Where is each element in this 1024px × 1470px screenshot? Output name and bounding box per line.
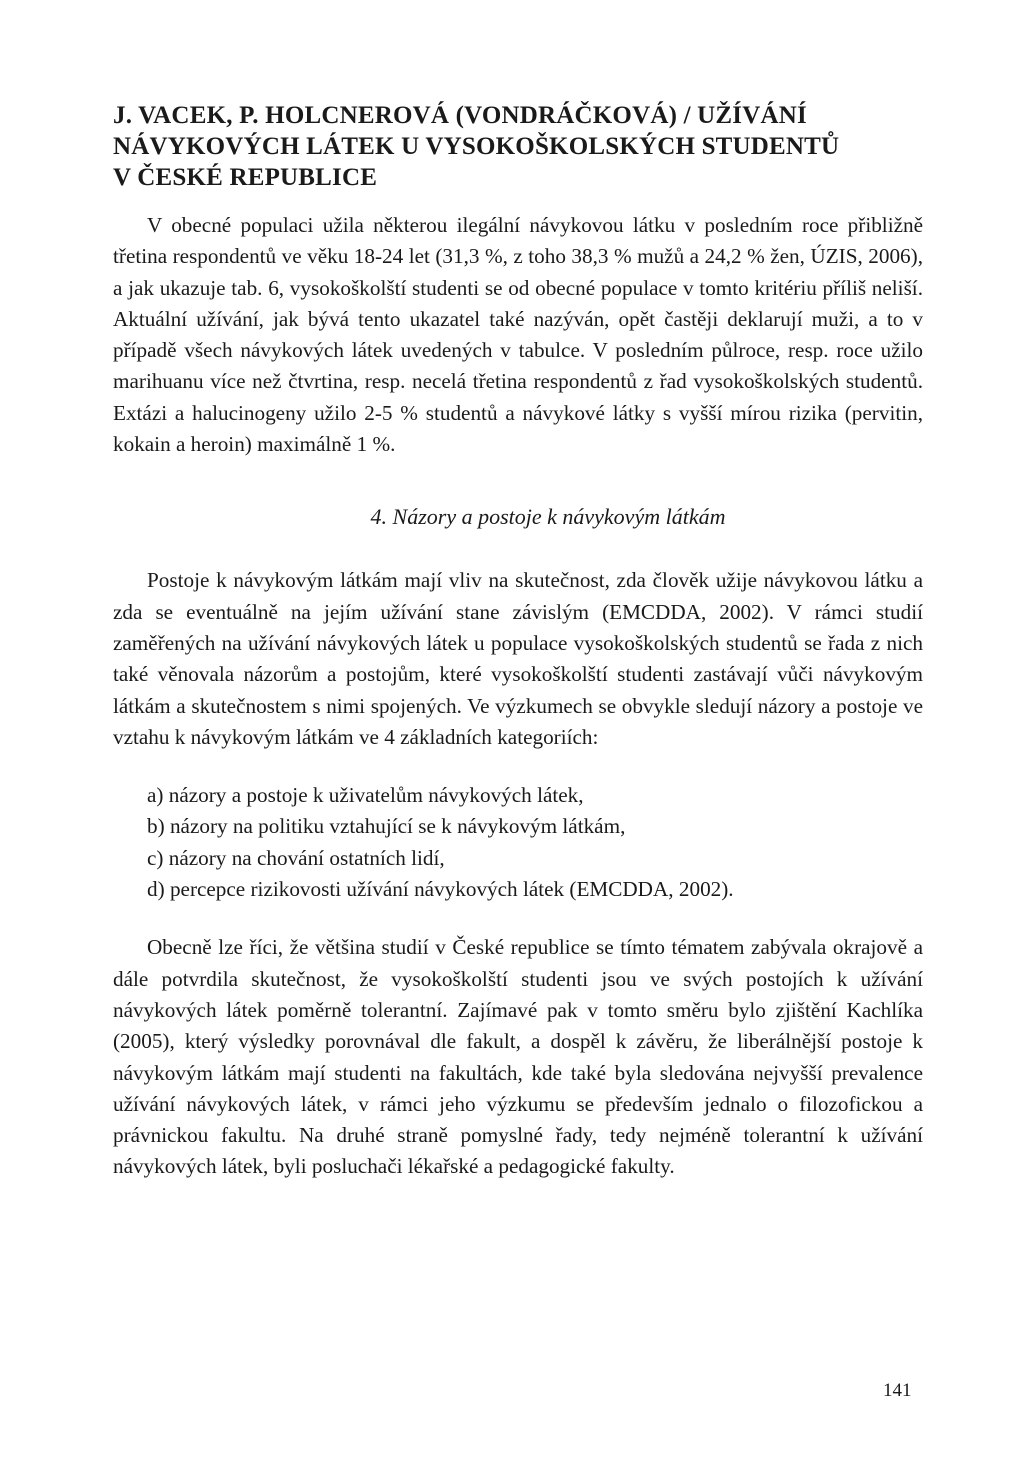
paragraph-3: Obecně lze říci, že většina studií v České republice se tímto tématem zabývala okrajově a dále potvrdila skutečnost, že vysokoškolští studenti jsou ve svých postojích k užívání návykových látek poměrně tolerantní. Zajímavé pak v tomto směru bylo zjištění Kachlíka (2005), který výsledky porovnával dle fakult, a dospěl k závěru, že liberálnější postoje k návykovým látkám mají studenti na fakultách, kde také byla sledována nejvyšší prevalence užívání návykových látek, v rámci jeho výzkumu se především jednalo o filozofickou a právnickou fakultu. Na druhé straně pomyslné řady, tedy nejméně tolerantní k užívání návykových látek, byli posluchači lékařské a pedagogické fakulty. — [113, 935, 923, 1179]
list-item: d) percepce rizikovosti užívání návykových látek (EMCDDA, 2002). — [147, 877, 734, 902]
list-item: c) názory na chování ostatních lidí, — [147, 845, 445, 870]
list-item: a) názory a postoje k uživatelům návykových látek, — [147, 783, 584, 808]
running-head-line-2: NÁVYKOVÝCH LÁTEK U VYSOKOŠKOLSKÝCH STUDENTŮ — [113, 133, 840, 160]
paragraph-1: V obecné populaci užila některou ilegální návykovou látku v posledním roce přibližně třetina respondentů ve věku 18-24 let (31,3 %, z toho 38,3 % mužů a 24,2 % žen, ÚZIS, 2006), a jak ukazuje tab. 6, vysokoškolští studenti se od obecné populace v tomto kritériu příliš neliší. Aktuální užívání, jak bývá tento ukazatel také nazýván, opět častěji deklarují muži, a to v případě všech návykových látek uvedených v tabulce. V posledním půlroce, resp. roce užilo marihuanu více než čtvrtina, resp. necelá třetina respondentů z řad vysokoškolských studentů. Extázi a halucinogeny užilo 2-5 % studentů a návykové látky s vyšší mírou rizika (pervitin, kokain a heroin) maximálně 1 %. — [113, 213, 923, 457]
page-body — [113, 100, 923, 1183]
paragraph-2: Postoje k návykovým látkám mají vliv na skutečnost, zda člověk užije návykovou látku a zda se eventuálně na jejím užívání stane závislým (EMCDDA, 2002). V rámci studií zaměřených na užívání návykových látek u populace vysokoškolských studentů se řada z nich také věnovala názorům a postojům, které vysokoškolští studenti zastávají vůči návykovým látkám a skutečnostem s nimi spojených. Ve výzkumech se obvykle sledují názory a postoje ve vztahu k návykovým látkám ve 4 základních kategoriích: — [113, 568, 923, 749]
page-number: 141 — [883, 1380, 912, 1401]
section-heading: 4. Názory a postoje k návykovým látkám — [370, 504, 726, 530]
category-list — [147, 780, 923, 905]
running-head-line-1: J. VACEK, P. HOLCNEROVÁ (VONDRÁČKOVÁ) / UŽÍVÁNÍ — [113, 102, 807, 129]
list-item: b) názory na politiku vztahující se k návykovým látkám, — [147, 814, 626, 839]
running-head-line-3: V ČESKÉ REPUBLICE — [113, 164, 378, 191]
running-head — [113, 100, 923, 193]
